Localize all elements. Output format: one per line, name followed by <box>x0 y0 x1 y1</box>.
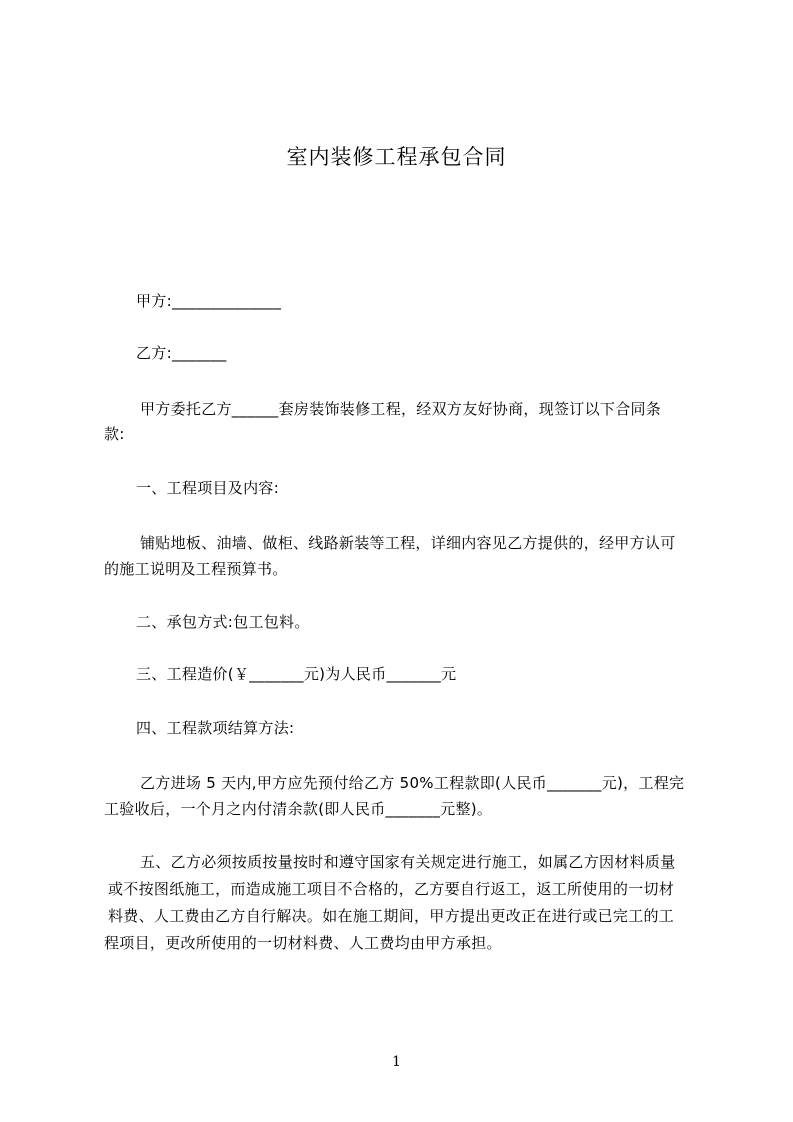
party-b-line: 乙方:_______ <box>136 344 227 362</box>
section-4-heading: 四、工程款项结算方法: <box>136 719 295 737</box>
section-1-heading: 一、工程项目及内容: <box>136 479 280 497</box>
section-2: 二、承包方式:包工包料。 <box>136 613 310 631</box>
section-5-line-3: 料费、人工费由乙方自行解决。如在施工期间，甲方提出更改正在进行或已完工的工 <box>108 907 675 925</box>
section-5-line-2: 或不按图纸施工，而造成施工项目不合格的，乙方要自行返工，返工所使用的一切材 <box>108 880 675 898</box>
page-number: 1 <box>392 1054 401 1070</box>
party-a-line: 甲方:______________ <box>136 292 282 310</box>
section-1-line-2: 的施工说明及工程预算书。 <box>104 560 288 578</box>
intro-paragraph-line-2: 款: <box>104 425 125 443</box>
section-4-line-1: 乙方进场 5 天内,甲方应先预付给乙方 50%工程款即(人民币_______元)，工程完 <box>140 774 685 792</box>
section-4-line-2: 工验收后，一个月之内付清余款(即人民币_______元整)。 <box>104 800 493 818</box>
section-1-line-1: 铺贴地板、油墙、做柜、线路新装等工程，详细内容见乙方提供的，经甲方认可 <box>140 534 676 552</box>
section-5-line-4: 程项目，更改所使用的一切材料费、人工费均由甲方承担。 <box>104 934 502 952</box>
intro-paragraph-line-1: 甲方委托乙方______套房装饰装修工程，经双方友好协商，现签订以下合同条 <box>140 400 662 418</box>
section-5-line-1: 五、乙方必须按质按量按时和遵守国家有关规定进行施工，如属乙方因材料质量 <box>140 853 676 871</box>
section-3: 三、工程造价(￥_______元)为人民币_______元 <box>136 665 457 683</box>
document-title: 室内装修工程承包合同 <box>286 145 507 169</box>
